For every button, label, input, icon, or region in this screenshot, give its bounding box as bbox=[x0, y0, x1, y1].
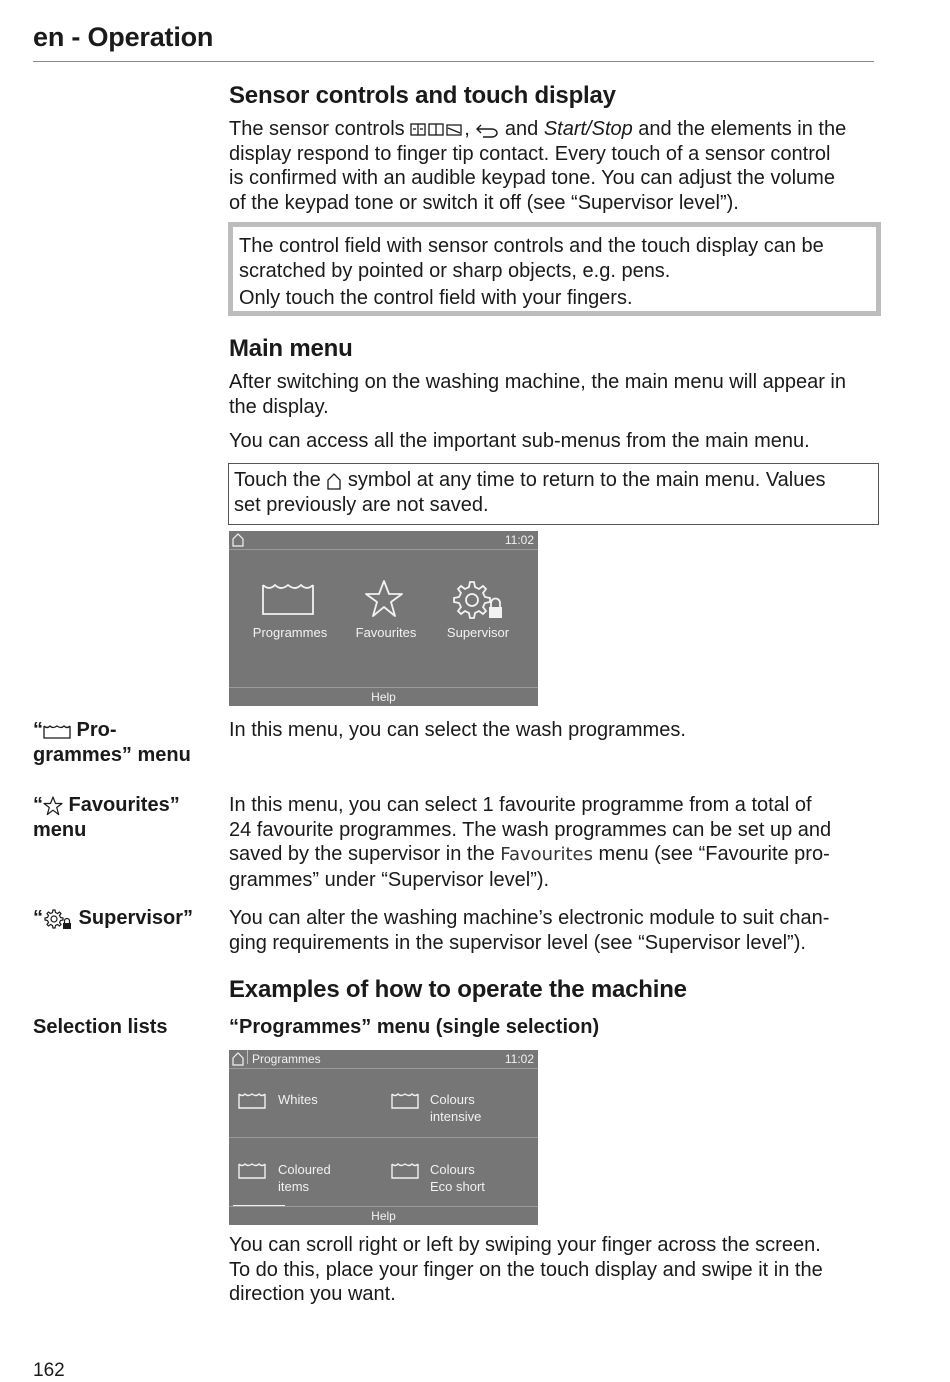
tile-colours-eco-short-line-1: Colours bbox=[430, 1162, 475, 1177]
title-separator bbox=[247, 1050, 248, 1064]
wash-tub-icon[interactable] bbox=[391, 1161, 419, 1179]
back-arrow-icon bbox=[475, 122, 499, 138]
tile-colours-eco-short-label[interactable] bbox=[430, 1161, 485, 1195]
display-home-icon[interactable] bbox=[232, 533, 244, 547]
page-number: 162 bbox=[33, 1360, 65, 1381]
star-icon[interactable] bbox=[364, 579, 404, 619]
sensor-line-4: of the keypad tone or switch it off (see “Supervisor level”). bbox=[229, 191, 739, 214]
favourites-line-2: 24 favourite programmes. The wash programmes can be set up and bbox=[229, 818, 832, 841]
star-icon bbox=[43, 796, 63, 816]
sensor-text-d: and the elements in the bbox=[632, 118, 847, 140]
scroll-line-1: You can scroll right or left by swiping your finger across the screen. bbox=[229, 1234, 821, 1256]
sensor-text-c: and bbox=[499, 118, 544, 140]
tile-colours-intensive-label[interactable] bbox=[430, 1091, 481, 1125]
supervisor-menu-label bbox=[33, 906, 223, 931]
home-icon bbox=[326, 472, 342, 490]
display-help-button[interactable]: Help bbox=[229, 687, 538, 706]
tile-colours-intensive-line-1: Colours bbox=[430, 1092, 475, 1107]
programmes-menu-label bbox=[33, 718, 218, 767]
header-divider bbox=[33, 61, 874, 62]
wash-tub-icon[interactable] bbox=[238, 1161, 266, 1179]
scroll-paragraph bbox=[229, 1233, 889, 1307]
sensor-heading: Sensor controls and touch display bbox=[229, 82, 616, 109]
main-menu-display bbox=[229, 531, 538, 706]
warning-line-1: The control field with sensor controls and the touch display can be bbox=[239, 235, 824, 257]
programmes-quote: “ bbox=[33, 719, 43, 741]
display-programmes-label[interactable]: Programmes bbox=[252, 625, 328, 640]
display-status-bar bbox=[229, 531, 538, 550]
sensor-line-3: is confirmed with an audible keypad tone. You can adjust the volume bbox=[229, 167, 835, 189]
supervisor-line-2: ging requirements in the supervisor level (see “Supervisor level”). bbox=[229, 931, 806, 954]
selection-lists-label: Selection lists bbox=[33, 1016, 168, 1038]
note-line-2: set previously are not saved. bbox=[234, 494, 489, 516]
favourites-label-line-1 bbox=[33, 793, 223, 818]
wash-tub-icon bbox=[43, 723, 71, 739]
page-header-title: en - Operation bbox=[33, 22, 214, 52]
sensor-paragraph bbox=[229, 117, 889, 215]
note-box bbox=[228, 463, 879, 525]
note-text-a: Touch the bbox=[234, 469, 327, 491]
main-menu-paragraph-2: You can access all the important sub-menus from the main menu. bbox=[229, 430, 810, 452]
programmes-status-bar bbox=[229, 1050, 538, 1069]
sensor-line-2: display respond to finger tip contact. Every touch of a sensor control bbox=[229, 142, 831, 165]
start-stop-label: Start/Stop bbox=[543, 118, 633, 140]
sensor-controls-icon bbox=[410, 122, 464, 138]
display-supervisor-label[interactable]: Supervisor bbox=[446, 625, 510, 640]
warning-line-3: Only touch the control field with your fingers. bbox=[239, 287, 633, 309]
favourites-label-line-2: menu bbox=[33, 818, 87, 841]
programmes-subheading: “Programmes” menu (single selection) bbox=[229, 1016, 600, 1038]
programmes-menu-text: In this menu, you can select the wash programmes. bbox=[229, 719, 686, 741]
display-home-icon[interactable] bbox=[232, 1052, 244, 1066]
main-menu-line-2: the display. bbox=[229, 395, 329, 418]
favourites-line-4: grammes” under “Supervisor level”). bbox=[229, 868, 550, 891]
sensor-text-b: , bbox=[464, 118, 476, 140]
sensor-line-1 bbox=[229, 117, 889, 142]
tile-colours-eco-short-line-2: Eco short bbox=[430, 1179, 485, 1194]
programmes-label-line-2: grammes” menu bbox=[33, 743, 191, 766]
tile-whites-label[interactable] bbox=[278, 1091, 318, 1108]
programmes-display bbox=[229, 1050, 538, 1225]
supervisor-quote: “ bbox=[33, 907, 43, 929]
tile-coloured-items-line-1: Coloured bbox=[278, 1162, 331, 1177]
gear-lock-icon[interactable] bbox=[451, 579, 507, 621]
tile-whites-line-1: Whites bbox=[278, 1092, 318, 1107]
display-time: 11:02 bbox=[504, 1052, 534, 1066]
scroll-line-3: direction you want. bbox=[229, 1283, 396, 1305]
tile-coloured-items-label[interactable] bbox=[278, 1161, 331, 1195]
supervisor-label-text: Supervisor” bbox=[73, 907, 194, 929]
main-menu-heading: Main menu bbox=[229, 335, 353, 362]
programmes-label-line-1 bbox=[33, 718, 218, 743]
gear-lock-icon bbox=[43, 908, 73, 930]
scroll-line-2: To do this, place your finger on the touch display and swipe it in the bbox=[229, 1258, 823, 1281]
display-time: 11:02 bbox=[504, 533, 534, 547]
favourites-text-a: saved by the supervisor in the bbox=[229, 843, 501, 865]
wash-tub-icon[interactable] bbox=[261, 581, 315, 617]
favourites-menu-name: Favourites bbox=[500, 844, 593, 865]
warning-box bbox=[228, 222, 881, 316]
favourites-line-1: In this menu, you can select 1 favourite programme from a total of bbox=[229, 794, 812, 816]
note-line-1 bbox=[234, 468, 878, 493]
favourites-menu-label bbox=[33, 793, 223, 842]
favourites-menu-text bbox=[229, 793, 889, 892]
display-title: Programmes bbox=[252, 1052, 321, 1066]
main-menu-paragraph-1 bbox=[229, 370, 889, 419]
examples-heading: Examples of how to operate the machine bbox=[229, 976, 687, 1003]
supervisor-menu-text bbox=[229, 906, 889, 955]
display-help-button[interactable]: Help bbox=[229, 1206, 538, 1225]
favourites-quote: “ bbox=[33, 794, 43, 816]
note-text-b: symbol at any time to return to the main menu. Values bbox=[342, 469, 826, 491]
tile-divider bbox=[229, 1137, 538, 1138]
main-menu-line-1: After switching on the washing machine, the main menu will appear in bbox=[229, 371, 846, 393]
programmes-label-text: Pro- bbox=[71, 719, 117, 741]
sensor-text-a: The sensor controls bbox=[229, 118, 411, 140]
tile-colours-intensive-line-2: intensive bbox=[430, 1109, 482, 1124]
favourites-label-text: Favourites” bbox=[63, 794, 180, 816]
supervisor-line-1: You can alter the washing machine’s electronic module to suit chan- bbox=[229, 907, 830, 929]
wash-tub-icon[interactable] bbox=[391, 1091, 419, 1109]
favourites-text-b: menu (see “Favourite pro- bbox=[592, 843, 830, 865]
wash-tub-icon[interactable] bbox=[238, 1091, 266, 1109]
favourites-line-3 bbox=[229, 842, 889, 868]
warning-line-2: scratched by pointed or sharp objects, e.g. pens. bbox=[239, 260, 671, 282]
tile-coloured-items-line-2: items bbox=[278, 1179, 310, 1194]
display-favourites-label[interactable]: Favourites bbox=[355, 625, 417, 640]
